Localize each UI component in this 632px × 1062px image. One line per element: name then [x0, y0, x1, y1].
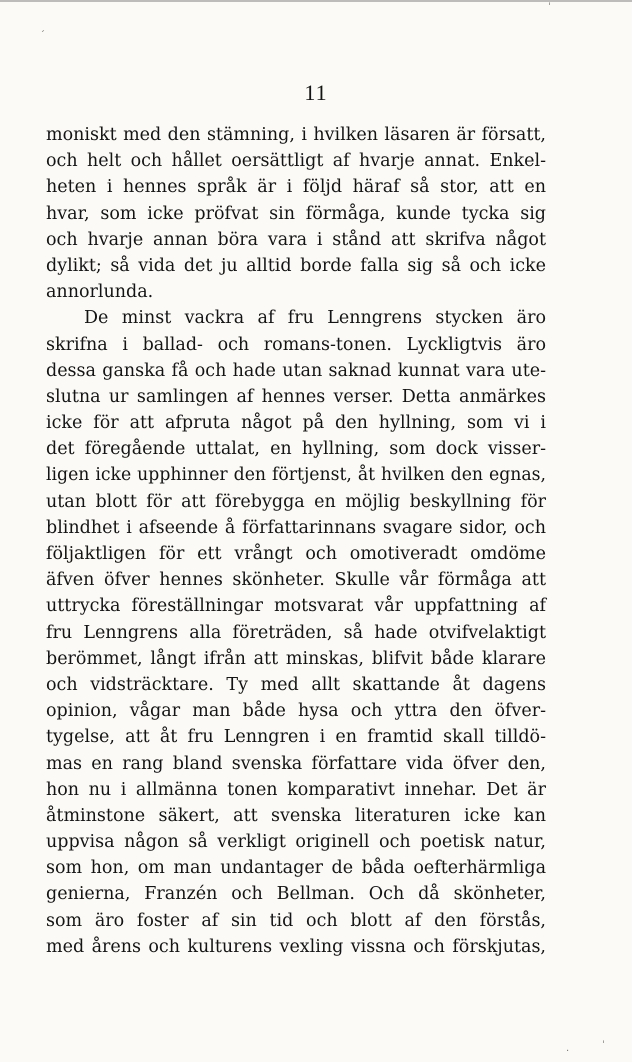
text-line: äfven öfver hennes skönheter. Skulle vår förmåga att	[46, 570, 546, 591]
text-line: heten i hennes språk är i följd häraf så stor, att en	[46, 177, 546, 198]
text-line: som hon, om man undantager de båda oefterhärmliga	[46, 858, 546, 879]
text-line: uppvisa någon så verkligt originell och poetisk natur,	[46, 832, 546, 853]
text-line: skrifna i ballad- och romans-tonen. Lyckligtvis äro	[46, 334, 546, 355]
text-line: annorlunda.	[46, 282, 154, 303]
text-line: med årens och kulturens vexling vissna och förskjutas,	[46, 936, 546, 957]
text-line: ligen icke upphinner den förtjenst, åt hvilken den egnas,	[46, 465, 546, 486]
ink-speck: ˈ	[602, 1040, 605, 1051]
text-line: det föregående uttalat, en hyllning, som dock visser-	[46, 439, 546, 460]
text-line: och vidsträcktare. Ty med allt skattande åt dagens	[46, 674, 546, 695]
text-line: hon nu i allmänna tonen komparativt innehar. Det är	[46, 779, 546, 800]
text-line: dessa ganska få och hade utan saknad kunnat vara ute-	[46, 360, 546, 381]
text-line: mas en rang bland svenska författare vida öfver den,	[46, 753, 546, 774]
text-line: dylikt; så vida det ju alltid borde falla sig så och icke	[46, 255, 546, 276]
text-line: hvar, som icke pröfvat sin förmåga, kunde tycka sig	[46, 203, 546, 224]
text-line: genierna, Franzén och Bellman. Och då skönheter,	[46, 884, 546, 905]
text-line: berömmet, långt ifrån att minskas, blifvit både klarare	[46, 648, 546, 669]
page-number: 11	[304, 80, 328, 105]
ink-speck: ´	[40, 30, 45, 41]
text-line: utan blott för att förebygga en möjlig beskyllning för	[46, 491, 546, 512]
text-line: uttrycka föreställningar motsvarat vår uppfattning af	[46, 596, 546, 617]
text-line: följaktligen för ett vrångt och omotiveradt omdöme	[46, 544, 546, 564]
text-line: blindhet i afseende å författarinnans svagare sidor, och	[46, 517, 546, 538]
text-line: åtminstone säkert, att svenska literaturen icke kan	[46, 805, 546, 826]
text-line: icke för att afpruta något på den hyllning, som vi i	[46, 413, 546, 434]
text-line: som äro foster af sin tid och blott af den förstås,	[46, 910, 546, 931]
text-line: fru Lenngrens alla företräden, så hade otvifvelaktigt	[46, 622, 546, 643]
text-line: tygelse, att åt fru Lenngren i en framtid skall tilldö-	[46, 727, 546, 748]
paragraph-start-line: De minst vackra af fru Lenngrens stycken äro	[84, 308, 546, 329]
body-text	[46, 122, 546, 960]
ink-speck: ·	[566, 1046, 570, 1057]
text-line: opinion, vågar man både hysa och yttra den öfver-	[46, 701, 546, 722]
text-line: och helt och hållet oersättligt af hvarje annat. Enkel-	[46, 151, 546, 172]
ink-speck: ˈ	[548, 2, 551, 13]
scan-edge-line	[0, 0, 632, 2]
text-line: moniskt med den stämning, i hvilken läsaren är försatt,	[46, 125, 546, 145]
text-line: slutna ur samlingen af hennes verser. Detta anmärkes	[46, 386, 546, 407]
text-line: och hvarje annan böra vara i stånd att skrifva något	[46, 229, 546, 250]
